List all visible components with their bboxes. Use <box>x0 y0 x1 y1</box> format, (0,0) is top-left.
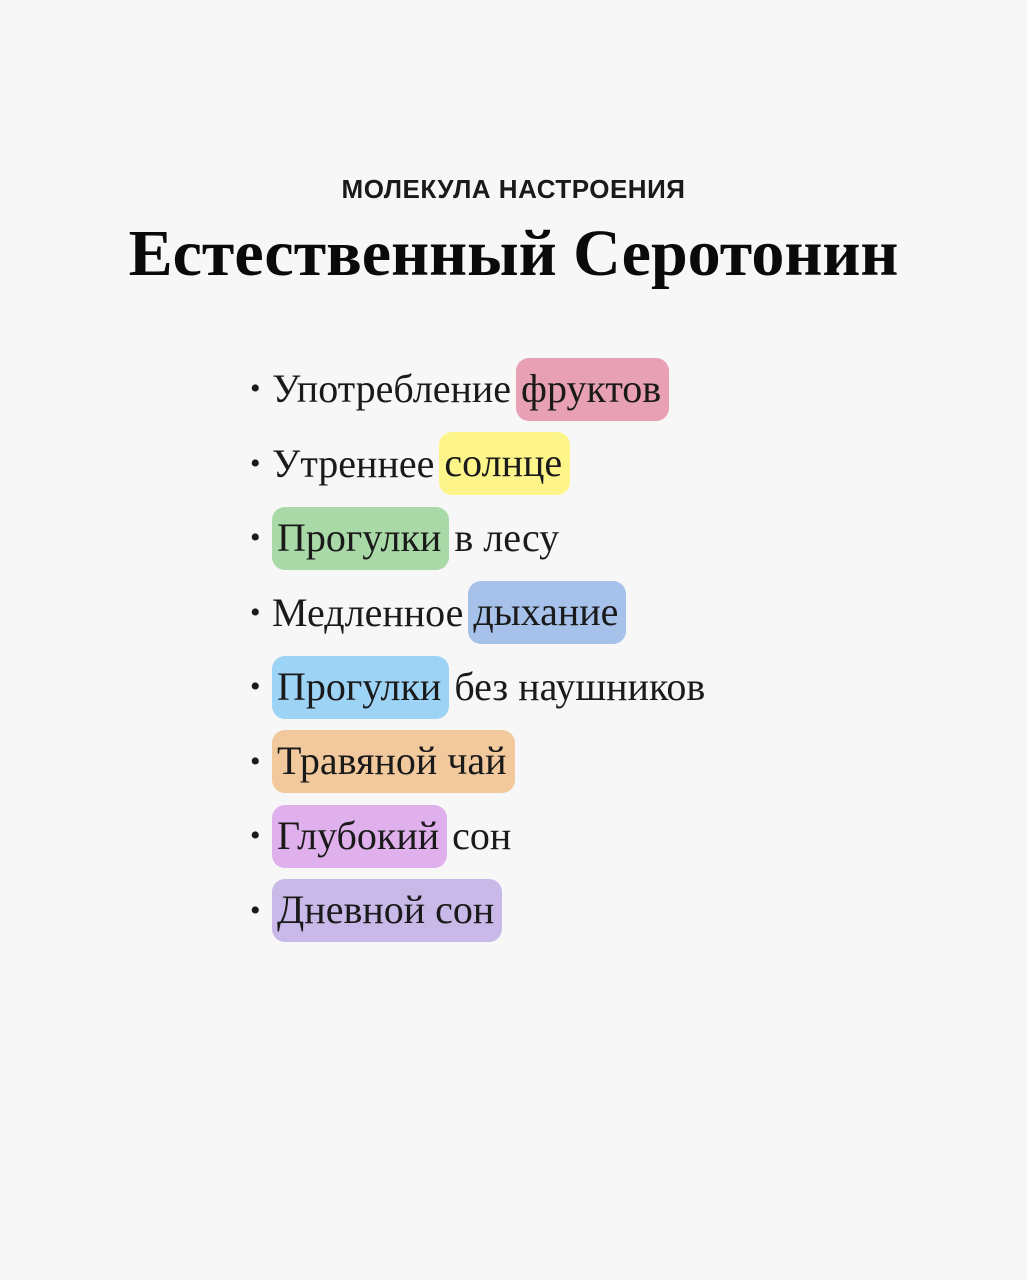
highlighted-word: солнце <box>439 432 570 495</box>
list-item <box>250 427 705 502</box>
item-text: сон <box>452 813 512 859</box>
bullet-icon: • <box>250 595 261 629</box>
list-item <box>250 799 705 874</box>
item-text: Утреннее <box>272 440 435 486</box>
subtitle: МОЛЕКУЛА НАСТРОЕНИЯ <box>341 174 686 204</box>
bullet-icon: • <box>250 446 261 480</box>
bullet-icon: • <box>250 744 261 778</box>
list-item <box>250 650 705 725</box>
item-text: в лесу <box>454 515 560 561</box>
list-item <box>250 576 705 651</box>
highlighted-word: Травяной чай <box>272 730 515 793</box>
bullet-icon: • <box>250 670 261 704</box>
highlighted-word: Прогулки <box>272 656 449 719</box>
bullet-icon: • <box>250 819 261 853</box>
item-text: без наушников <box>454 664 706 710</box>
list-item <box>250 874 705 949</box>
highlighted-word: Глубокий <box>272 805 447 868</box>
list-item <box>250 725 705 800</box>
bullet-icon: • <box>250 893 261 927</box>
item-text: Медленное <box>272 589 464 635</box>
list-item <box>250 501 705 576</box>
bullet-icon: • <box>250 521 261 555</box>
highlighted-word: Дневной сон <box>272 879 502 942</box>
list-item <box>250 352 705 427</box>
highlighted-word: фруктов <box>516 358 669 421</box>
page-title: Естественный Серотонин <box>128 217 899 290</box>
highlighted-word: Прогулки <box>272 507 449 570</box>
item-text: Употребление <box>272 366 512 412</box>
highlighted-word: дыхание <box>468 581 626 644</box>
serotonin-list <box>250 352 705 948</box>
bullet-icon: • <box>250 372 261 406</box>
